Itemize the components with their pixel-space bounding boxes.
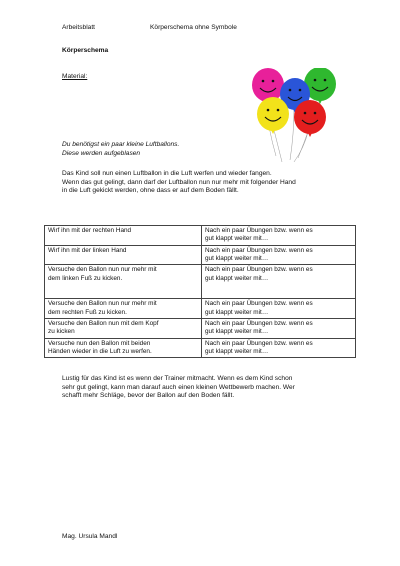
instruction-line: Wenn das gut gelingt, dann darf der Luftballon nun nur mehr mit folgender Hand (62, 178, 296, 186)
next-text: gut klappt weiter mit… (205, 274, 269, 282)
instruction-line: Das Kind soll nun einen Luftballon in die Luft werfen und wieder fangen. (62, 170, 272, 177)
next-text: gut klappt weiter mit… (205, 308, 269, 316)
closing-paragraph (62, 375, 362, 401)
table-row (45, 245, 356, 265)
task-cell (45, 338, 202, 358)
header-right: Körperschema ohne Symbole (150, 24, 237, 31)
task-text: dem linken Fuß zu kicken. (48, 274, 123, 282)
task-cell (45, 299, 202, 319)
table-row (45, 299, 356, 319)
next-cell (202, 245, 356, 265)
next-text: Nach ein paar Übungen bzw. wenn es (205, 266, 313, 274)
table-row (45, 318, 356, 338)
task-text: Händen wieder in die Luft zu werfen. (48, 347, 152, 355)
task-text: Versuche den Ballon nun nur mehr mit (48, 300, 157, 308)
task-text: Wirf ihn mit der linken Hand (48, 246, 127, 254)
instruction-line: in die Luft gekickt werden, ohne dass er auf dem Boden fällt. (62, 187, 239, 195)
table-row (45, 265, 356, 299)
material-label: Material: (62, 73, 88, 80)
task-text: Versuche den Ballon nun mit dem Kopf (48, 319, 159, 327)
task-text: Wirf ihn mit der rechten Hand (48, 227, 132, 234)
next-text: Nach ein paar Übungen bzw. wenn es (205, 227, 313, 234)
next-text: gut klappt weiter mit… (205, 254, 269, 262)
table-row (45, 338, 356, 358)
next-cell (202, 226, 356, 246)
note-line: Diese werden aufgeblasen (62, 149, 141, 157)
task-text: zu kicken (48, 328, 75, 336)
next-text: Nach ein paar Übungen bzw. wenn es (205, 339, 313, 347)
next-cell (202, 338, 356, 358)
table-row (45, 226, 356, 246)
next-text: gut klappt weiter mit… (205, 235, 269, 243)
next-text: Nach ein paar Übungen bzw. wenn es (205, 246, 313, 254)
next-text: Nach ein paar Übungen bzw. wenn es (205, 319, 313, 327)
task-cell (45, 226, 202, 246)
note-line: Du benötigst ein paar kleine Luftballons. (62, 141, 180, 148)
balloon-red (294, 100, 326, 137)
closing-line: schafft mehr Schläge, bevor der Ballon auf den Boden fällt. (62, 392, 235, 400)
page-title: Körperschema (62, 47, 109, 54)
exercise-table (44, 225, 356, 358)
next-cell (202, 265, 356, 299)
next-cell (202, 299, 356, 319)
closing-line: sehr gut gelingt, kann man darauf auch einen kleinen Wettbewerb machen. Wer (62, 383, 295, 391)
balloon-yellow (257, 97, 289, 134)
header-left: Arbeitsblatt (62, 24, 95, 31)
task-cell (45, 265, 202, 299)
task-text: Versuche den Ballon nun nur mehr mit (48, 266, 157, 274)
next-text: gut klappt weiter mit… (205, 347, 269, 355)
task-text: dem rechten Fuß zu kicken. (48, 308, 127, 316)
closing-line: Lustig für das Kind ist es wenn der Trainer mitmacht. Wenn es dem Kind schon (62, 375, 293, 382)
next-text: Nach ein paar Übungen bzw. wenn es (205, 300, 313, 308)
task-text: Versuche nun den Ballon mit beiden (48, 339, 151, 347)
next-text: gut klappt weiter mit… (205, 328, 269, 336)
next-cell (202, 318, 356, 338)
task-cell (45, 318, 202, 338)
author-footer: Mag. Ursula Mandl (62, 533, 118, 540)
material-note (62, 141, 282, 158)
instructions (62, 170, 362, 196)
task-cell (45, 245, 202, 265)
